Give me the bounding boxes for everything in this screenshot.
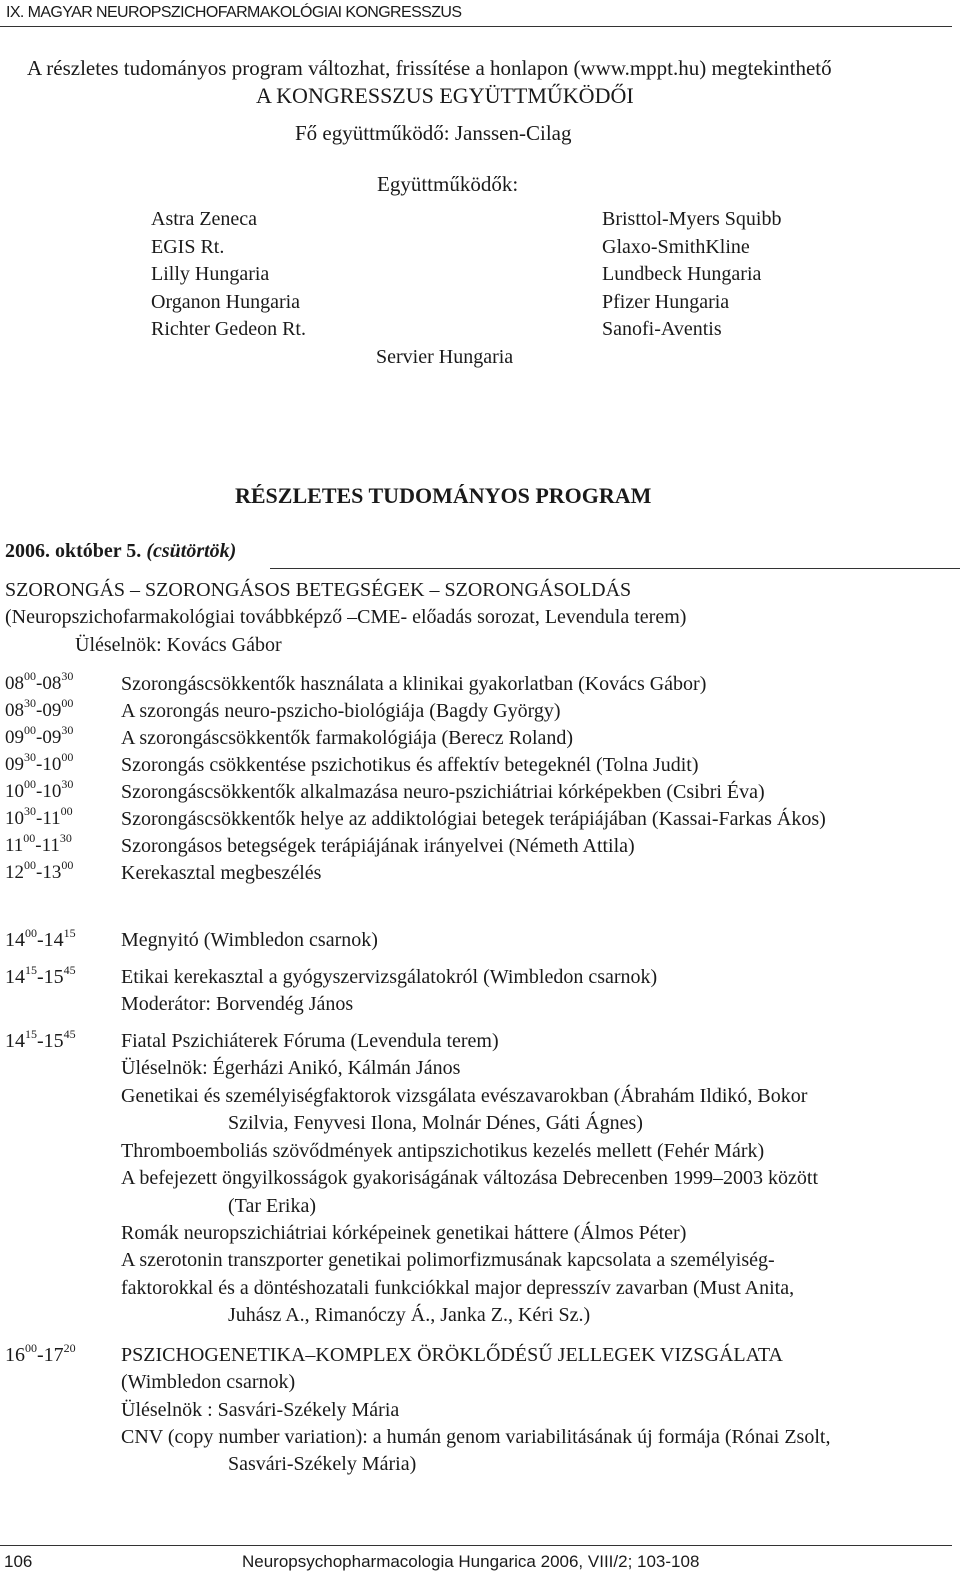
psychogenetics-chairs: Üléselnök : Sasvári-Székely Mária (121, 1399, 400, 1421)
ethics-moderator: Moderátor: Borvendég János (121, 993, 354, 1015)
talk-time: $14^{00}-14^{15}$ (5, 926, 76, 951)
forum-title: Fiatal Pszichiáterek Fóruma (Levendula terem) (121, 1030, 499, 1052)
talk-time: $11^{00}-11^{30}$ (5, 831, 72, 856)
talk-time: $12^{00}-13^{00}$ (5, 858, 74, 883)
psychogenetics-line: CNV (copy number variation): a humán genom variabilitásának új formája (Rónai Zsolt, (121, 1426, 831, 1448)
sponsor-left: EGIS Rt. (151, 236, 225, 258)
main-sponsor: Fő együttműködő: Janssen-Cilag (295, 121, 572, 145)
sponsor-right: Pfizer Hungaria (602, 291, 730, 313)
talk-title: A szorongáscsökkentők farmakológiája (Berecz Roland) (121, 727, 574, 749)
program-title: RÉSZLETES TUDOMÁNYOS PROGRAM (235, 483, 652, 508)
talk-time: $10^{00}-10^{30}$ (5, 777, 74, 802)
forum-line: A befejezett öngyilkosságok gyakoriságának változása Debrecenben 1999–2003 között (121, 1167, 819, 1189)
forum-line: Thromboemboliás szövődmények antipszichotikus kezelés mellett (Fehér Márk) (121, 1140, 765, 1162)
running-head: IX. MAGYAR NEUROPSZICHOFARMAKOLÓGIAI KONGRESSZUS (6, 4, 462, 21)
day-heading (5, 540, 236, 563)
talk-time: $10^{30}-11^{00}$ (5, 804, 73, 829)
page-number: 106 (4, 1552, 33, 1571)
ethics-title: Etikai kerekasztal a gyógyszervizsgálatokról (Wimbledon csarnok) (121, 966, 658, 988)
sponsor-right: Lundbeck Hungaria (602, 263, 762, 285)
forum-line: (Tar Erika) (228, 1195, 316, 1217)
talk-time: $14^{15}-15^{45}$ (5, 963, 76, 988)
talk-title: Szorongás csökkentése pszichotikus és affektív betegeknél (Tolna Judit) (121, 754, 699, 776)
day-date: 2006. október 5. (5, 540, 142, 562)
header-rule (0, 26, 952, 27)
talk-time: $14^{15}-15^{45}$ (5, 1027, 76, 1052)
sponsor-right: Bristtol-Myers Squibb (602, 208, 782, 230)
forum-line: Juhász A., Rimanóczy Á., Janka Z., Kéri Sz.) (228, 1304, 591, 1326)
session-subtitle: (Neuropszichofarmakológiai továbbképző –CME- előadás sorozat, Levendula terem) (5, 606, 687, 628)
talk-time: $16^{00}-17^{20}$ (5, 1341, 76, 1366)
psychogenetics-title: PSZICHOGENETIKA–KOMPLEX ÖRÖKLŐDÉSŰ JELLEGEK VIZSGÁLATA (121, 1344, 783, 1366)
talk-time: $09^{30}-10^{00}$ (5, 750, 74, 775)
sponsor-right: Sanofi-Aventis (602, 318, 722, 340)
talk-title: A szorongás neuro-pszicho-biológiája (Bagdy György) (121, 700, 561, 722)
forum-line: faktorokkal és a döntéshozatali funkciókkal major depresszív zavarban (Must Anita, (121, 1277, 795, 1299)
forum-line: A szerotonin transzporter genetikai polimorfizmusának kapcsolata a személyiség- (121, 1249, 775, 1271)
psychogenetics-line: Sasvári-Székely Mária) (228, 1453, 417, 1475)
talk-time: $08^{30}-09^{00}$ (5, 696, 74, 721)
session-title: SZORONGÁS – SZORONGÁSOS BETEGSÉGEK – SZORONGÁSOLDÁS (5, 579, 632, 601)
sponsor-left: Organon Hungaria (151, 291, 301, 313)
talk-title: Szorongáscsökkentők használata a klinikai gyakorlatban (Kovács Gábor) (121, 673, 707, 695)
talk-time: $09^{00}-09^{30}$ (5, 723, 74, 748)
journal-citation: Neuropsychopharmacologia Hungarica 2006, VIII/2; 103-108 (242, 1552, 700, 1571)
forum-line: Romák neuropszichiátriai kórképeinek genetikai háttere (Álmos Péter) (121, 1222, 687, 1244)
sponsor-right: Glaxo-SmithKline (602, 236, 750, 258)
forum-line: Genetikai és személyiségfaktorok vizsgálata evészavarokban (Ábrahám Ildikó, Bokor (121, 1085, 808, 1107)
talk-time: $08^{00}-08^{30}$ (5, 669, 74, 694)
opening-title: Megnyitó (Wimbledon csarnok) (121, 929, 378, 951)
talk-title: Szorongáscsökkentők alkalmazása neuro-pszichiátriai kórképekben (Csibri Éva) (121, 781, 765, 803)
forum-chairs: Üléselnök: Égerházi Anikó, Kálmán János (121, 1057, 461, 1079)
footer-rule (0, 1545, 952, 1546)
talk-title: Kerekasztal megbeszélés (121, 862, 322, 884)
sponsor-center: Servier Hungaria (376, 346, 514, 368)
sponsor-left: Astra Zeneca (151, 208, 258, 230)
sponsor-left: Richter Gedeon Rt. (151, 318, 306, 340)
day-weekday: (csütörtök) (146, 540, 237, 562)
talk-title: Szorongásos betegségek terápiájának irányelvei (Németh Attila) (121, 835, 635, 857)
program-notice: A részletes tudományos program változhat, frissítése a honlapon (www.mppt.hu) megtekinthető (27, 56, 832, 80)
forum-line: Szilvia, Fenyvesi Ilona, Molnár Dénes, Gáti Ágnes) (228, 1112, 643, 1134)
session-chairs: Üléselnök: Kovács Gábor (75, 634, 282, 656)
sponsors-heading: A KONGRESSZUS EGYÜTTMŰKÖDŐI (256, 83, 634, 108)
psychogenetics-room: (Wimbledon csarnok) (121, 1371, 296, 1393)
day-rule (270, 568, 960, 569)
cooperators-label: Együttműködők: (377, 172, 519, 196)
talk-title: Szorongáscsökkentők helye az addiktológiai betegek terápiájában (Kassai-Farkas Ákos) (121, 808, 826, 830)
sponsor-left: Lilly Hungaria (151, 263, 270, 285)
